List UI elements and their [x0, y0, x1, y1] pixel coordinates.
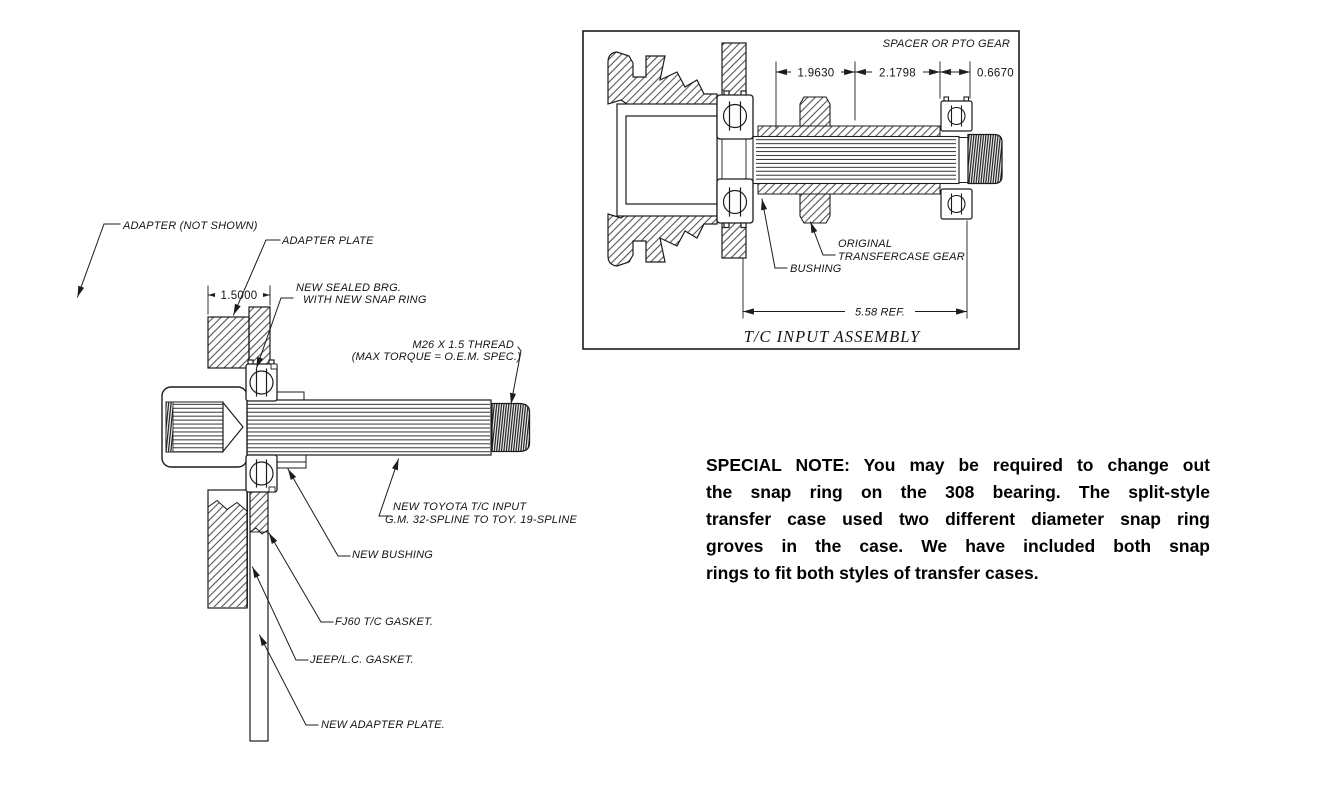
- sealed-bearing-top: [246, 360, 277, 401]
- dim-plate-width-text: 1.5000: [220, 290, 258, 302]
- tc-bearing-rear-bottom: [941, 189, 972, 219]
- gear-tooth-bottom: [800, 194, 830, 223]
- leader-adapter-not-shown: [78, 224, 121, 297]
- label-new-adapter-plate: NEW ADAPTER PLATE.: [321, 719, 446, 731]
- special-note-line: SPECIAL NOTE: You may be required to change out: [706, 455, 1210, 475]
- label-spacer: SPACER OR PTO GEAR: [882, 38, 1010, 50]
- tc-bearing-front-bottom: [717, 179, 753, 228]
- special-note-line: groves in the case. We have included both snap: [706, 536, 1210, 556]
- leader-bushing: [288, 469, 350, 556]
- dim-ref-text: 5.58 REF.: [855, 306, 905, 319]
- dim-1-text: 1.9630: [797, 67, 835, 80]
- left-view: [78, 220, 578, 741]
- input-gear-end: [626, 116, 717, 204]
- gear-tooth-top: [800, 97, 830, 126]
- label-fj60-gasket: FJ60 T/C GASKET.: [335, 616, 434, 628]
- tc-bearing-front-top: [717, 91, 753, 139]
- adapter-plate-section-left: [208, 317, 249, 368]
- leader-fj60: [269, 533, 333, 622]
- label-thread-2: (MAX TORQUE = O.E.M. SPEC.): [351, 351, 521, 363]
- front-yoke: [162, 387, 247, 467]
- label-jeep-gasket: JEEP/L.C. GASKET.: [310, 654, 414, 666]
- tc-input-assembly-view: [583, 31, 1019, 349]
- tc-bearing-rear-top: [941, 97, 972, 131]
- bearing-bottom: [246, 455, 277, 492]
- special-note-line: transfer case used two different diameter snap ring: [706, 509, 1210, 529]
- new-adapter-plate-shape: [248, 490, 269, 741]
- label-sealed-brg-2: WITH NEW SNAP RING: [303, 294, 427, 306]
- label-thread-1: M26 X 1.5 THREAD: [412, 339, 514, 351]
- label-input-2: G.M. 32-SPLINE TO TOY. 19-SPLINE: [385, 514, 578, 526]
- label-sealed-brg-1: NEW SEALED BRG.: [296, 282, 402, 294]
- special-note-line: the snap ring on the 308 bearing. The split-style: [706, 482, 1210, 502]
- view-caption: T/C INPUT ASSEMBLY: [743, 327, 921, 346]
- label-adapter-plate: ADAPTER PLATE: [282, 235, 374, 247]
- label-original-gear-2: TRANSFERCASE GEAR: [838, 251, 965, 263]
- tc-threaded-end: [968, 135, 1002, 184]
- label-input-1: NEW TOYOTA T/C INPUT: [393, 501, 527, 513]
- label-original-gear-1: ORIGINAL: [838, 238, 893, 250]
- leader-adapter-plate: [234, 240, 281, 315]
- threaded-end: [492, 404, 530, 452]
- dim-3-text: 0.6670: [977, 67, 1014, 80]
- label-new-bushing: NEW BUSHING: [352, 549, 434, 561]
- label-tc-bushing: BUSHING: [790, 263, 842, 275]
- special-note: [706, 452, 1210, 587]
- label-adapter-not-shown: ADAPTER (NOT SHOWN): [123, 220, 258, 232]
- dim-2-text: 2.1798: [879, 67, 916, 80]
- special-note-line: rings to fit both styles of transfer cases.: [706, 563, 1039, 583]
- lower-housing-block: [208, 490, 247, 608]
- left-view-leaders: [78, 224, 522, 725]
